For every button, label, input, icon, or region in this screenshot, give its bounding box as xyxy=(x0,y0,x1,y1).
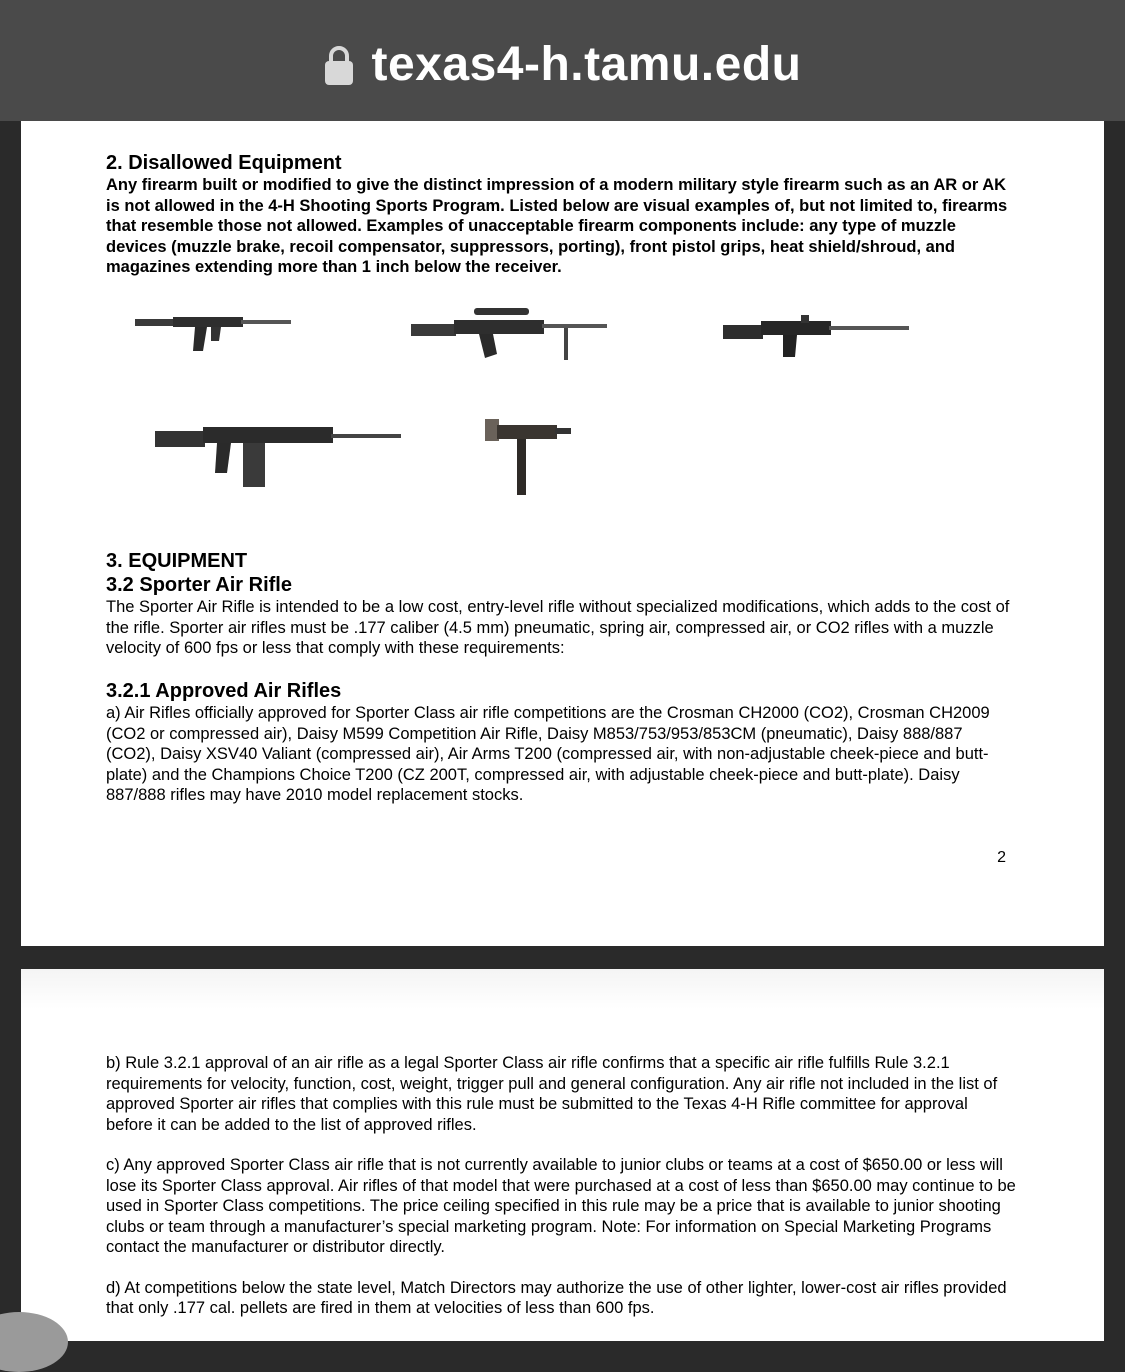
section-3-2-1-title: 3.2.1 Approved Air Rifles xyxy=(106,680,342,702)
rifle-image-1 xyxy=(133,311,293,361)
section-2-body: Any firearm built or modified to give the distinct impression of a modern military style firearm such as an AR or AK is not allowed in the 4-H Shooting Sports Program. Listed below are visual examples of, but not limited to, firearms that resemble those not allowed. Examples of unacceptable firearm components include: any type of muzzle devices (muzzle brake, recoil compensator, suppressors, porting), front pistol grips, heat shield/shroud, and magazines extending more than 1 inch below the receiver. xyxy=(106,176,1008,276)
paragraph-d: d) At competitions below the state level, Match Directors may authorize the use of other lighter, lower-cost air rifles provided that only .177 cal. pellets are fired in them at velocities of less than 600 fps. xyxy=(106,1278,1007,1317)
rifle-image-4 xyxy=(153,417,403,487)
rifle-image-2 xyxy=(409,306,609,368)
section-3-title: 3. EQUIPMENT xyxy=(106,550,248,572)
lock-icon xyxy=(324,44,354,86)
rule-paragraphs xyxy=(106,1053,1016,1319)
section-3-2-title: 3.2 Sporter Air Rifle xyxy=(106,574,292,596)
rifle-image-3 xyxy=(721,313,911,359)
section-3-2-1 xyxy=(106,679,1016,806)
page-number: 2 xyxy=(997,849,1006,866)
paragraph-c: c) Any approved Sporter Class air rifle that is not currently available to junior clubs or teams at a cost of $650.00 or less will lose its Sporter Class approval. Air rifles of that model that were purchased at a cost of less than $650.00 may continue to be used in Sporter Class competitions. The price ceiling specified in this rule may be a price that is available to junior shooting clubs or team through a manufacturer’s special marketing program. Note: For information on Special Marketing Programs contact the manufacturer or distributor directly. xyxy=(106,1156,1016,1256)
section-3-2-1-a: a) Air Rifles officially approved for Sporter Class air rifle competitions are the Crosman CH2000 (CO2), Crosman CH2009 (CO2 or compressed air), Daisy M599 Competition Air Rifle, Daisy M853/753/953/853CM (pneumatic), Daisy 888/887 (CO2), Daisy XSV40 Valiant (compressed air), Air Arms T200 (compressed air, with non-adjustable cheek-piece and butt-plate) and the Champions Choice T200 (CZ 200T, compressed air, with adjustable cheek-piece and butt-plate). Daisy 887/888 rifles may have 2010 model replacement stocks. xyxy=(106,704,990,804)
section-3 xyxy=(106,549,1016,659)
section-2 xyxy=(106,151,1016,278)
submachine-gun-image xyxy=(483,417,573,497)
document-page-1 xyxy=(21,121,1104,946)
paragraph-b: b) Rule 3.2.1 approval of an air rifle as a legal Sporter Class air rifle confirms that a specific air rifle fulfills Rule 3.2.1 requirements for velocity, function, cost, weight, trigger pull and general configuration. Any air rifle not included in the list of approved Sporter air rifles that complies with this rule must be submitted to the Texas 4-H Rifle committee for approval before it can be added to the list of approved rifles. xyxy=(106,1054,998,1134)
section-2-title: 2. Disallowed Equipment xyxy=(106,152,342,174)
url-text[interactable]: texas4-h.tamu.edu xyxy=(371,38,802,91)
document-page-2 xyxy=(21,969,1104,1341)
browser-url-bar[interactable] xyxy=(0,0,1125,121)
section-3-2-body: The Sporter Air Rifle is intended to be a low cost, entry-level rifle without specialized modifications, which adds to the cost of the rifle. Sporter air rifles must be .177 caliber (4.5 mm) pneumatic, spring air, compressed air, or CO2 rifles with a muzzle velocity of 600 fps or less that comply with these requirements: xyxy=(106,598,1010,657)
